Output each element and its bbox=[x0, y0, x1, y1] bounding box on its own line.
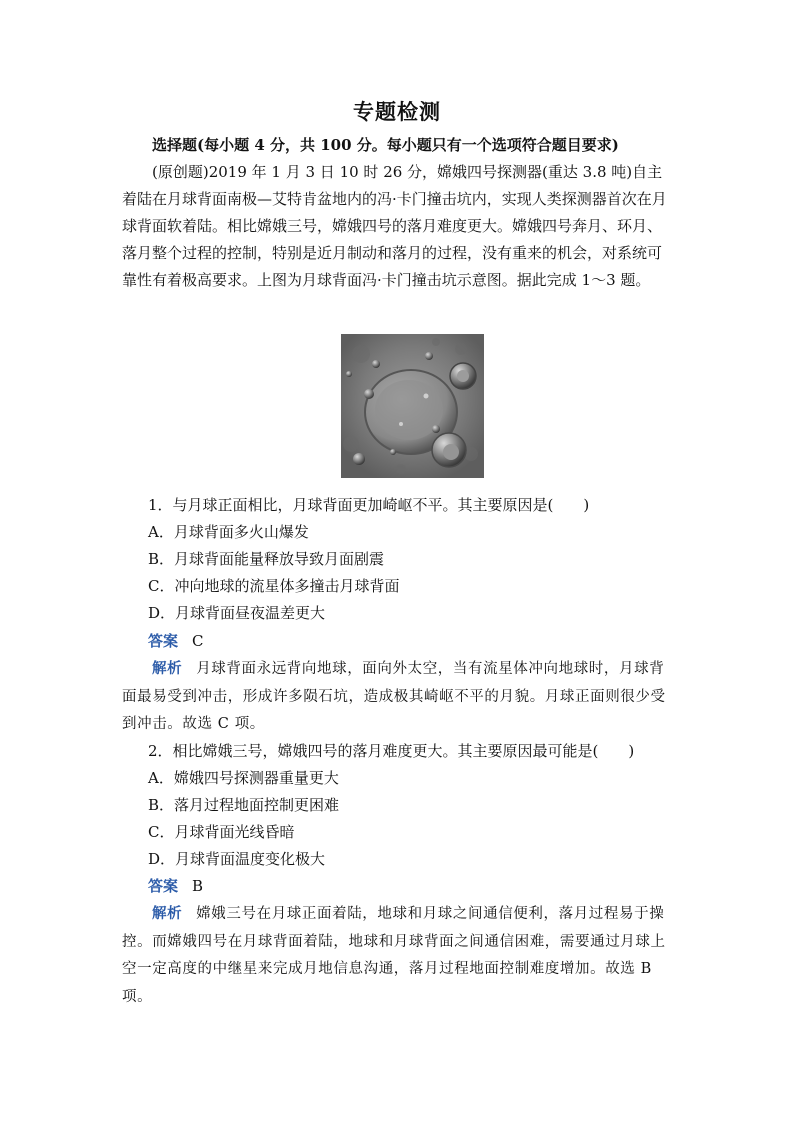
moon-crater-image bbox=[341, 334, 484, 478]
question-1-option-d: D．月球背面昼夜温差更大 bbox=[148, 604, 326, 622]
question-2-stem: 2．相比嫦娥三号，嫦娥四号的落月难度更大。其主要原因最可能是( ) bbox=[148, 742, 635, 760]
question-1-stem: 1．与月球正面相比，月球背面更加崎岖不平。其主要原因是( ) bbox=[148, 496, 590, 514]
page-title: 专题检测 bbox=[353, 100, 441, 124]
question-1-answer bbox=[148, 628, 204, 655]
intro-block bbox=[122, 132, 674, 294]
analysis-label: 解析 bbox=[152, 660, 183, 677]
question-2-option-c: C．月球背面光线昏暗 bbox=[148, 823, 295, 841]
question-2-answer bbox=[148, 873, 203, 900]
question-1-option-b: B．月球背面能量释放导致月面剧震 bbox=[148, 550, 385, 568]
von-karman-crater-figure bbox=[341, 334, 484, 478]
section-header: 选择题(每小题 4 分，共 100 分。每小题只有一个选项符合题目要求) bbox=[152, 136, 619, 154]
answer-value: B bbox=[192, 877, 204, 895]
analysis-text: 月球背面永远背向地球，面向外太空，当有流星体冲向地球时，月球背面最易受到冲击，形成许多陨石坑，造成极其崎岖不平的月貌。月球正面则很少受到冲击。故选 C 项。 bbox=[122, 661, 666, 732]
question-2-analysis bbox=[122, 900, 674, 1011]
intro-paragraph: (原创题)2019 年 1 月 3 日 10 时 26 分，嫦娥四号探测器(重达 3.8 吨)自主着陆在月球背面南极—艾特肯盆地内的冯·卡门撞击坑内，实现人类探测器首次在月球背面软着陆。相比嫦娥三号，嫦娥四号的落月难度更大。嫦娥四号奔月、环月、落月整个过程的控制，特别是近月制动和落月的过程，没有重来的机会，对系统可靠性有着极高要求。上图为月球背面冯·卡门撞击坑示意图。据此完成 1～3 题。 bbox=[122, 163, 667, 289]
question-1-option-a: A．月球背面多火山爆发 bbox=[148, 523, 309, 541]
question-2-option-d: D．月球背面温度变化极大 bbox=[148, 850, 326, 868]
analysis-label: 解析 bbox=[152, 905, 183, 922]
answer-label: 答案 bbox=[148, 632, 179, 650]
question-2-option-b: B．落月过程地面控制更困难 bbox=[148, 796, 340, 814]
answer-value: C bbox=[192, 632, 204, 650]
question-1-option-c: C．冲向地球的流星体多撞击月球背面 bbox=[148, 577, 400, 595]
answer-label: 答案 bbox=[148, 877, 179, 895]
analysis-text: 嫦娥三号在月球正面着陆，地球和月球之间通信便利，落月过程易于操控。而嫦娥四号在月球背面着陆，地球和月球背面之间通信困难，需要通过月球上空一定高度的中继星来完成月地信息沟通，落月过程地面控制难度增加。故选 B 项。 bbox=[122, 906, 666, 1005]
question-1-analysis bbox=[122, 655, 674, 739]
question-2-option-a: A．嫦娥四号探测器重量更大 bbox=[148, 769, 339, 787]
